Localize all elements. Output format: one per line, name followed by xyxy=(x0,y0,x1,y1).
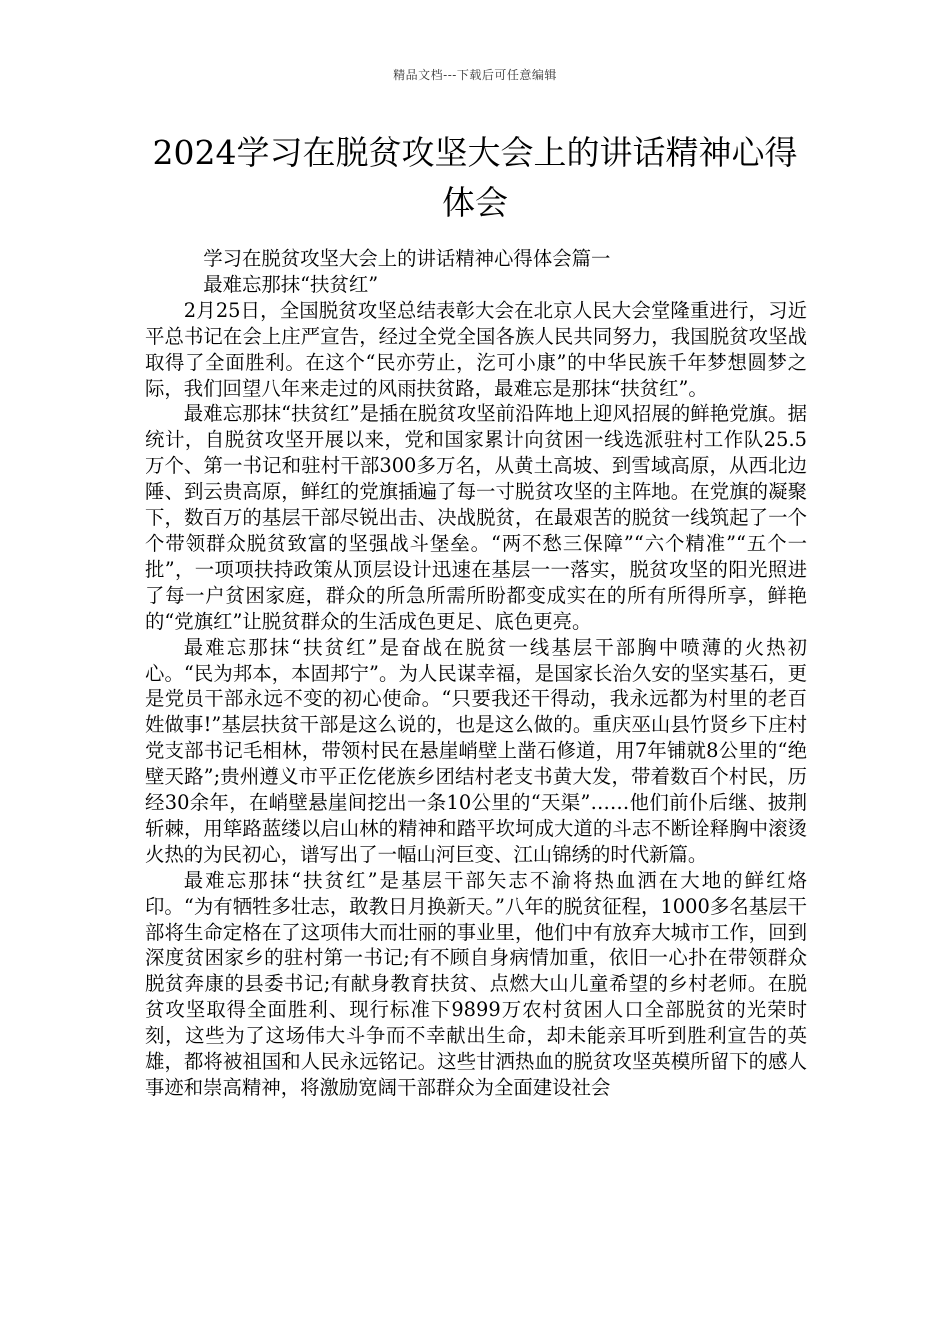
body-paragraph: 2月25日，全国脱贫攻坚总结表彰大会在北京人民大会堂隆重进行，习近平总书记在会上庄严宣告，经过全党全国各族人民共同努力，我国脱贫攻坚战取得了全面胜利。在这个“民亦劳止，汔可小康”的中华民族千年梦想圆梦之际，我们回望八年来走过的风雨扶贫路，最难忘是那抹“扶贫红”。 xyxy=(145,298,807,400)
body-paragraph: 最难忘那抹“扶贫红”是奋战在脱贫一线基层干部胸中喷薄的火热初心。“民为邦本，本固邦宁”。为人民谋幸福，是国家长治久安的坚实基石，更是党员干部永远不变的初心使命。“只要我还干得动，我永远都为村里的老百姓做事!”基层扶贫干部是这么说的，也是这么做的。重庆巫山县竹贤乡下庄村党支部书记毛相林，带领村民在悬崖峭壁上凿石修道，用7年铺就8公里的“绝壁天路”;贵州遵义市平正仡佬族乡团结村老支书黄大发，带着数百个村民，历经30余年，在峭壁悬崖间挖出一条10公里的“天渠”……他们前仆后继、披荆斩棘，用筚路蓝缕以启山林的精神和踏平坎坷成大道的斗志不断诠释胸中滚烫火热的为民初心，谱写出了一幅山河巨变、江山锦绣的时代新篇。 xyxy=(145,635,807,866)
document-body xyxy=(145,246,807,1101)
document-title: 2024学习在脱贫攻坚大会上的讲话精神心得体会 xyxy=(152,133,798,222)
body-paragraph: 最难忘那抹“扶贫红”是插在脱贫攻坚前沿阵地上迎风招展的鲜艳党旗。据统计，自脱贫攻坚开展以来，党和国家累计向贫困一线选派驻村工作队25.5万个、第一书记和驻村干部300多万名，从黄土高坡、到雪域高原，从西北边陲、到云贵高原，鲜红的党旗插遍了每一寸脱贫攻坚的主阵地。在党旗的凝聚下，数百万的基层干部尽锐出击、决战脱贫，在最艰苦的脱贫一线筑起了一个个带领群众脱贫致富的坚强战斗堡垒。“两不愁三保障”“六个精准”“五个一批”，一项项扶持政策从顶层设计迅速在基层一一落实，脱贫攻坚的阳光照进了每一户贫困家庭，群众的所急所需所盼都变成实在的所有所得所享，鲜艳的“党旗红”让脱贫群众的生活成色更足、底色更亮。 xyxy=(145,402,807,633)
section-heading: 最难忘那抹“扶贫红” xyxy=(203,272,379,296)
header-note: 精品文档---下载后可任意编辑 xyxy=(393,68,557,82)
body-paragraph: 最难忘那抹“扶贫红”是基层干部矢志不渝将热血洒在大地的鲜红烙印。“为有牺牲多壮志，敢教日月换新天。”八年的脱贫征程，1000多名基层干部将生命定格在了这项伟大而壮丽的事业里，他们中有放弃大城市工作，回到深度贫困家乡的驻村第一书记;有不顾自身病情加重，依旧一心扑在带领群众脱贫奔康的县委书记;有献身教育扶贫、点燃大山儿童希望的乡村老师。在脱贫攻坚取得全面胜利、现行标准下9899万农村贫困人口全部脱贫的光荣时刻，这些为了这场伟大斗争而不幸献出生命，却未能亲耳听到胜利宣告的英雄，都将被祖国和人民永远铭记。这些甘洒热血的脱贫攻坚英模所留下的感人事迹和崇高精神，将激励宽阔干部群众为全面建设社会 xyxy=(145,868,807,1099)
article-subtitle: 学习在脱贫攻坚大会上的讲话精神心得体会篇一 xyxy=(203,247,611,270)
